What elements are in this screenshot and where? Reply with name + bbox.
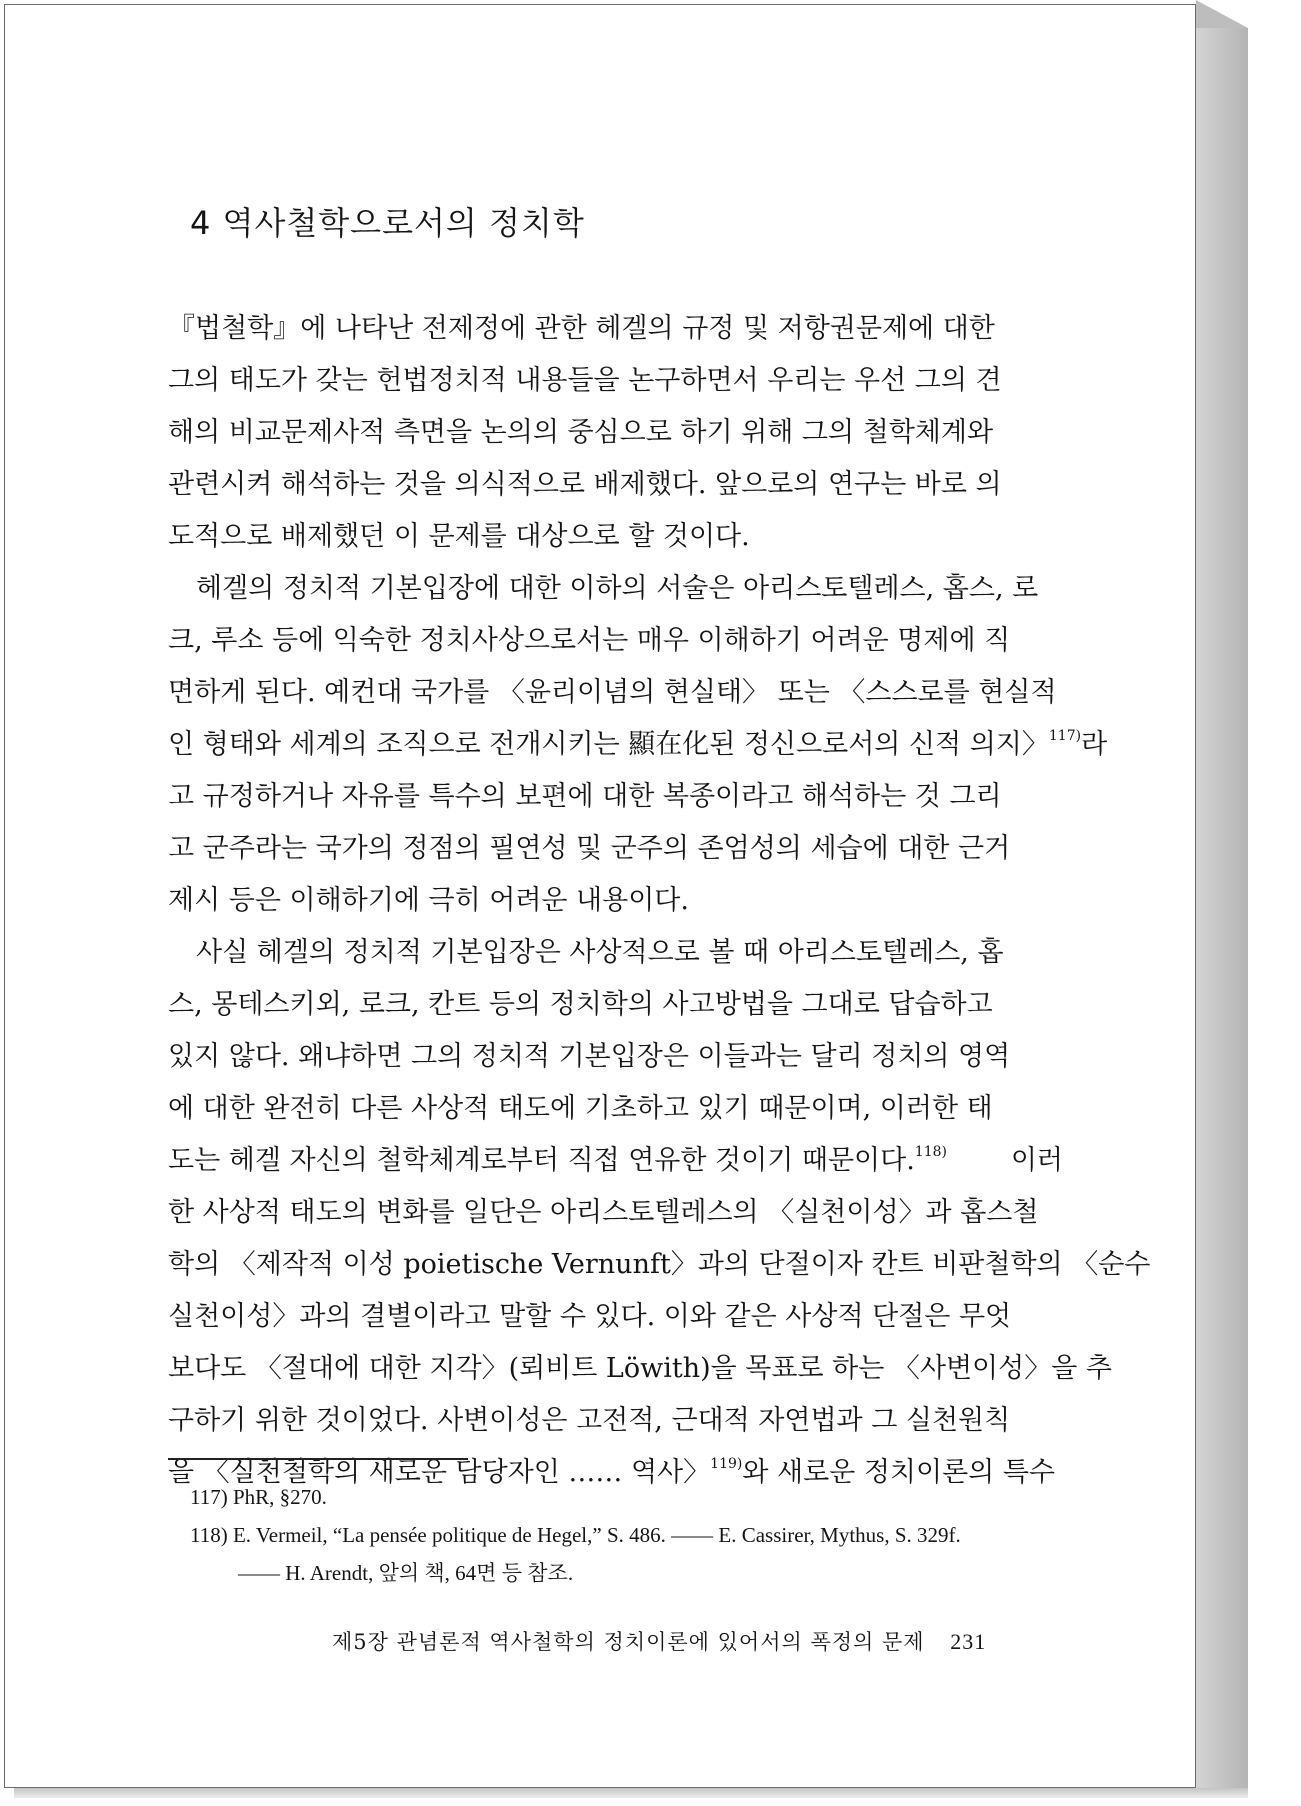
- text-line: 해의 비교문제사적 측면을 논의의 중심으로 하기 위해 그의 철학체계와: [168, 417, 994, 448]
- text-line: 스, 몽테스키외, 로크, 칸트 등의 정치학의 사고방법을 그대로 답습하고: [168, 989, 993, 1020]
- footnotes: [190, 1478, 961, 1592]
- text-segment: 라: [1081, 729, 1108, 760]
- text-line: 실천이성〉과의 결별이라고 말할 수 있다. 이와 같은 사상적 단절은 무엇: [168, 1301, 1012, 1332]
- text-line: 구하기 위한 것이었다. 사변이성은 고전적, 근대적 자연법과 그 실천원칙: [168, 1405, 1011, 1436]
- footnote-118-continued: —— H. Arendt, 앞의 책, 64면 등 참조.: [238, 1561, 574, 1585]
- text-segment: 이러: [1010, 1145, 1063, 1176]
- footnote-118: [190, 1516, 961, 1554]
- body-text: [168, 303, 1151, 1499]
- text-line: 보다도 〈절대에 대한 지각〉(뢰비트 Löwith)을 목표로 하는 〈사변이성〉을 추: [168, 1353, 1112, 1384]
- footnote-text: E. Vermeil, “La pensée politique de Hegel,” S. 486. —— E. Cassirer, Mythus, S. 329f.: [232, 1523, 961, 1547]
- text-line: 관련시켜 해석하는 것을 의식적으로 배제했다. 앞으로의 연구는 바로 의: [168, 469, 1002, 500]
- page-shadow: [14, 1788, 1248, 1798]
- text-line: 한 사상적 태도의 변화를 일단은 아리스토텔레스의 〈실천이성〉과 홉스철: [168, 1197, 1039, 1228]
- footnote-117: [190, 1478, 961, 1516]
- text-line: 면하게 된다. 예컨대 국가를 〈윤리이념의 현실태〉 또는 〈스스로를 현실적: [168, 677, 1057, 708]
- text-line: 『법철학』에 나타난 전제정에 관한 헤겔의 규정 및 저항권문제에 대한: [168, 313, 995, 344]
- page-edge-right: [1196, 28, 1248, 1788]
- page-edge-top: [1196, 0, 1248, 28]
- text-segment: 도는 헤겔 자신의 철학체계로부터 직접 연유한 것이기 때문이다.: [168, 1145, 915, 1176]
- footnote-rule: [168, 1458, 468, 1460]
- text-line: 있지 않다. 왜냐하면 그의 정치적 기본입장은 이들과는 달리 정치의 영역: [168, 1041, 1011, 1072]
- footnote-ref-118[interactable]: 118): [914, 1144, 947, 1160]
- footnote-ref-119[interactable]: 119): [710, 1456, 743, 1472]
- page-number: 231: [950, 1629, 987, 1654]
- text-line: 도적으로 배제했던 이 문제를 대상으로 할 것이다.: [168, 521, 750, 552]
- text-line: 학의 〈제작적 이성 poietische Vernunft〉과의 단절이자 칸트 비판철학의 〈순수: [168, 1249, 1151, 1280]
- text-segment: 인 형태와 세계의 조직으로 전개시키는 顯在化된 정신으로서의 신적 의지〉: [168, 729, 1049, 760]
- footnote-text: PhR, §270.: [232, 1485, 327, 1509]
- text-line: 크, 루소 등에 익숙한 정치사상으로서는 매우 이해하기 어려운 명제에 직: [168, 625, 1011, 656]
- text-segment: 을 〈실천철학의 새로운 담당자인 …… 역사〉: [168, 1457, 711, 1488]
- text-line: 헤겔의 정치적 기본입장에 대한 이하의 서술은 아리스토텔레스, 홉스, 로: [196, 573, 1039, 604]
- running-footer: [332, 1626, 986, 1656]
- footnote-number: 118): [190, 1523, 228, 1547]
- section-title: 4 역사철학으로서의 정치학: [190, 204, 585, 242]
- text-line: 고 군주라는 국가의 정점의 필연성 및 군주의 존엄성의 세습에 대한 근거: [168, 833, 1011, 864]
- footnote-ref-117[interactable]: 117): [1048, 728, 1082, 744]
- text-line: 사실 헤겔의 정치적 기본입장은 사상적으로 볼 때 아리스토텔레스, 홉: [196, 937, 1004, 968]
- chapter-title: 제5장 관념론적 역사철학의 정치이론에 있어서의 폭정의 문제: [332, 1630, 925, 1654]
- text-line: 에 대한 완전히 다른 사상적 태도에 기초하고 있기 때문이며, 이러한 태: [168, 1093, 993, 1124]
- text-line: 고 규정하거나 자유를 특수의 보편에 대한 복종이라고 해석하는 것 그리: [168, 781, 1002, 812]
- text-line: 제시 등은 이해하기에 극히 어려운 내용이다.: [168, 885, 689, 916]
- text-line: [168, 1135, 1063, 1187]
- text-segment: 와 새로운 정치이론의 특수: [742, 1457, 1055, 1488]
- text-line: 그의 태도가 갖는 헌법정치적 내용들을 논구하면서 우리는 우선 그의 견: [168, 365, 1002, 396]
- text-line: [168, 719, 1108, 771]
- footnote-number: 117): [190, 1485, 228, 1509]
